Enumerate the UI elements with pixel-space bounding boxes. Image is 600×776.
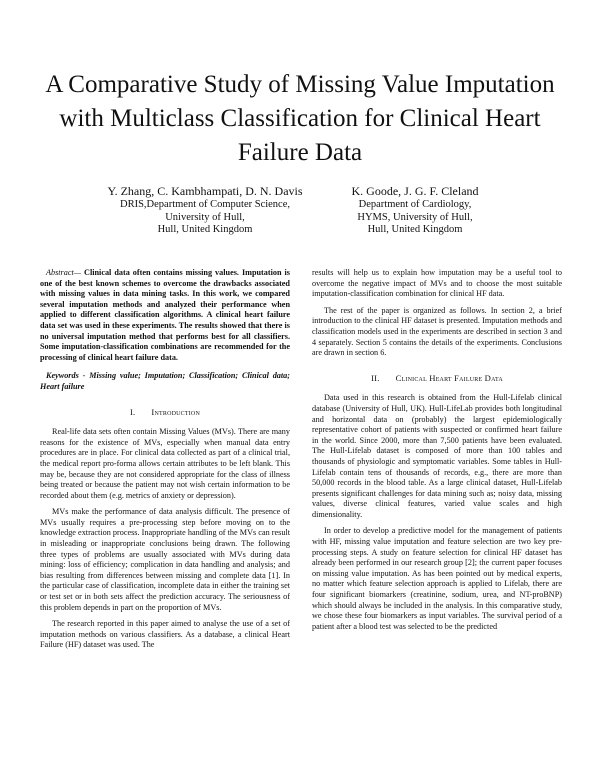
author-names: Y. Zhang, C. Kambhampati, D. N. Davis [107, 184, 303, 198]
paper-title: A Comparative Study of Missing Value Imputation with Multiclass Classification for Clinical Heart Failure Data [45, 71, 555, 166]
keywords: Keywords - Missing value; Imputation; Classification; Clinical data; Heart failure [40, 371, 290, 391]
data-paragraph-1: Data used in this research is obtained from the Hull-Lifelab clinical database (University of Hull, UK). Hull-LifeLab provides both longitudinal and horizontal data on (probably) the largest epidemiologically representative cohort of patients with suspected or confirmed heart failure in the world. Since 2000, more than 7,500 patients have been evaluated. The Hull-Lifelab dataset is composed of more than 100 tables and thousands of physiologic and symptomatic variables. Some tables in Hull-Lifelab contain tens of thousands of records, e.g., there are more than 50,000 records in the blood table. As a large clinical dataset, Hull-Lifelab presents significant challenges for data mining such as; noisy data, missing values, diverse clinical features, varied value scales and high dimensionality. [312, 393, 562, 519]
author-location: Hull, United Kingdom [367, 224, 463, 235]
author-block-2 [330, 184, 500, 237]
right-column [312, 268, 562, 638]
abstract-text: Clinical data often contains missing values. Imputation is one of the best known schemes to overcome the drawbacks associated with missing values in data mining tasks. In this work, we compared several imputation methods and analyzed their performance when applied to different classification algorithms. A clinical heart failure data set was used in these experiments. The results showed that there is no universal imputation method that performs best for all classifiers. Some imputation-classification combinations are recommended for the processing of clinical heart failure data. [40, 268, 290, 362]
section-title: Clinical Heart Failure Data [395, 372, 503, 383]
author-location: Hull, United Kingdom [157, 224, 253, 235]
abstract [40, 268, 290, 363]
intro-paragraph-1: Real-life data sets often contain Missing Values (MVs). There are many reasons for the existence of MVs, especially when manual data entry procedures are in place. For clinical data collected as part of a clinical trial, the medical report pro-forma allows certain attributes to be left blank. This may be, because they are not considered appropriate for the class of illness being treated or because the patient may not wish certain information to be recorded about them (e.g. metrics of anxiety or depression). [40, 427, 290, 500]
section-heading-clinical-data [312, 373, 562, 384]
author-department: DRIS,Department of Computer Science, [120, 199, 290, 210]
author-block-1 [90, 184, 320, 237]
intro-paragraph-2: MVs make the performance of data analysis difficult. The presence of MVs usually requires a pre-processing step before moving on to the knowledge extraction process. Inappropriate handling of the MVs can result in misleading or inappropriate conclusions being drawn. The following three types of problems are usually associated with MVs during data mining: loss of efficiency; complication in data handling and analysis; and bias resulting from differences between missing and complete data [1]. In the particular case of classification, incomplete data in either the training set or test set or in both sets affect the prediction accuracy. The seriousness of this problem depends in part on the proportion of MVs. [40, 507, 290, 612]
paper-organization-paragraph: The rest of the paper is organized as follows. In section 2, a brief introduction to the clinical HF dataset is presented. Imputation methods and classification models used in the experiments are described in section 3 and 4 separately. Section 5 contains the details of the experiments. Conclusions are drawn in section 6. [312, 305, 562, 358]
intro-paragraph-continued: results will help us to explain how imputation may be a useful tool to overcome the negative impact of MVs and to choose the most suitable imputation-classification combination for clinical HF data. [312, 268, 562, 299]
author-institution: University of Hull, [165, 211, 245, 223]
abstract-lead: Abstract— [46, 268, 82, 277]
section-title: Introduction [151, 406, 200, 417]
author-names: K. Goode, J. G. F. Cleland [351, 184, 479, 198]
author-department: Department of Cardiology, [358, 199, 472, 210]
intro-paragraph-3: The research reported in this paper aimed to analyse the use of a set of imputation methods on various classifiers. As a database, a clinical Heart Failure (HF) dataset was used. The [40, 619, 290, 650]
section-number: I. [129, 406, 136, 417]
left-column [40, 268, 290, 657]
data-paragraph-2: In order to develop a predictive model for the management of patients with HF, missing value imputation and feature selection are two key pre-processing steps. A study on feature selection for clinical HF dataset has already been performed in our research group [2]; the current paper focuses on missing value imputation. As has been pointed out by medical experts, no matter which feature selection approach is applied to Lifelab, there are four significant biomarkers (creatinine, sodium, urea, and NT-proBNP) which should always be included in the analysis. In this comparative study, we chose these four biomarkers as input variables. The survival period of a patient after a blood test was selected to be the predicted [312, 526, 562, 631]
section-heading-introduction [40, 407, 290, 418]
author-institution: HYMS, University of Hull, [357, 211, 473, 223]
section-number: II. [371, 372, 380, 383]
